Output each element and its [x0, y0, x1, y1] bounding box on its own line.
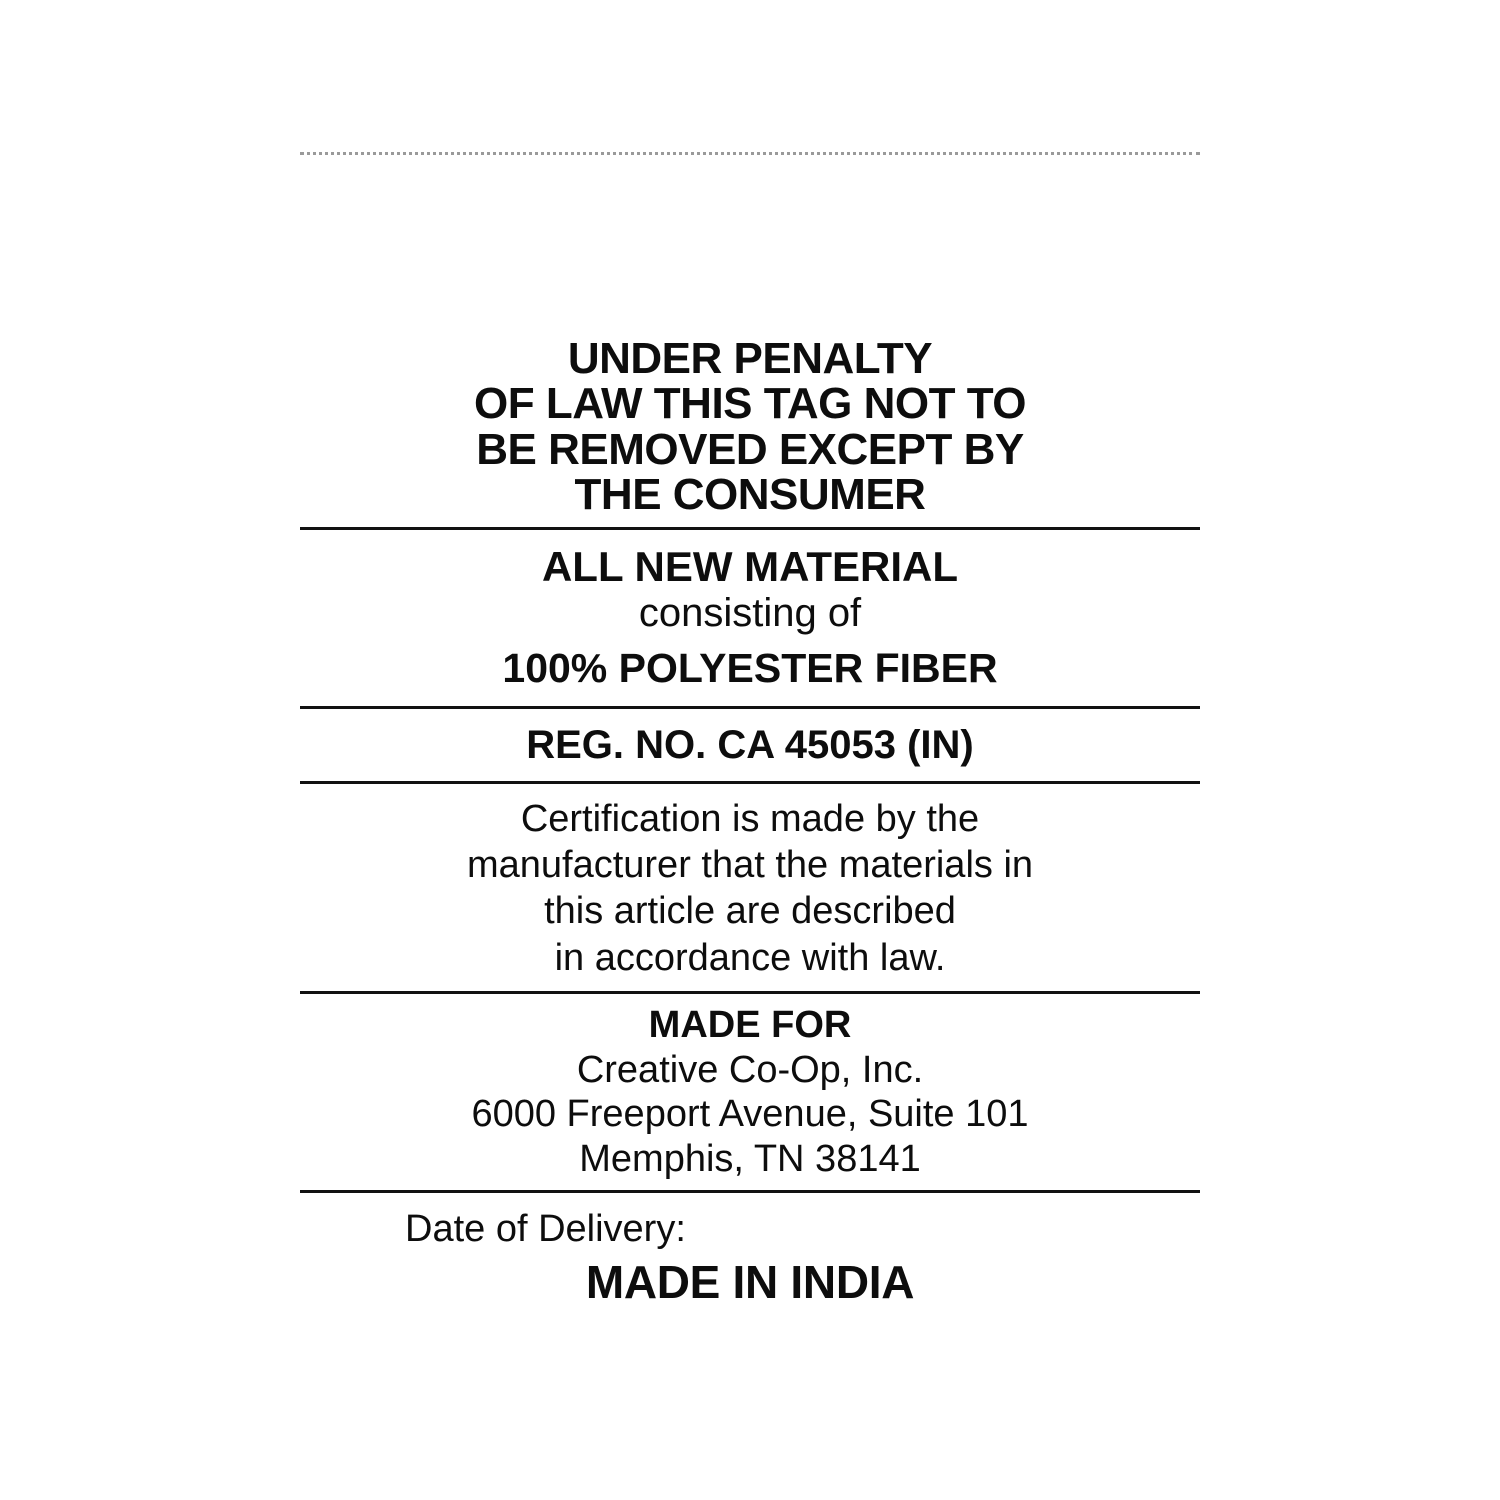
label-content: [300, 336, 1200, 1307]
penalty-notice-line-2: OF LAW THIS TAG NOT TO: [474, 379, 1026, 429]
country-of-origin: MADE IN INDIA: [585, 1255, 915, 1308]
material-subtitle: consisting of: [638, 591, 862, 636]
made-for-section: [300, 994, 1200, 1190]
made-for-company: Creative Co-Op, Inc.: [576, 1048, 924, 1091]
certification-line-4: in accordance with law.: [554, 936, 946, 979]
penalty-notice-line-1: UNDER PENALTY: [567, 334, 933, 383]
material-section: [300, 530, 1200, 705]
made-for-street: 6000 Freeport Avenue, Suite 101: [471, 1093, 1029, 1136]
certification-line-1: Certification is made by the: [520, 797, 980, 840]
material-title: ALL NEW MATERIAL: [541, 543, 959, 591]
certification-line-2: manufacturer that the materials in: [466, 843, 1034, 886]
penalty-notice-line-4: THE CONSUMER: [574, 469, 926, 519]
perforation-line: [300, 152, 1200, 159]
penalty-notice: [300, 336, 1200, 527]
certification-statement: [300, 784, 1200, 991]
certification-line-3: this article are described: [544, 890, 956, 933]
registration-number: REG. NO. CA 45053 (IN): [526, 722, 974, 767]
made-for-title: MADE FOR: [648, 1003, 852, 1046]
made-for-city-state-zip: Memphis, TN 38141: [579, 1138, 921, 1181]
material-fiber-content: 100% POLYESTER FIBER: [502, 645, 998, 692]
date-of-delivery-label: Date of Delivery:: [405, 1208, 686, 1251]
penalty-notice-line-3: BE REMOVED EXCEPT BY: [476, 424, 1024, 474]
